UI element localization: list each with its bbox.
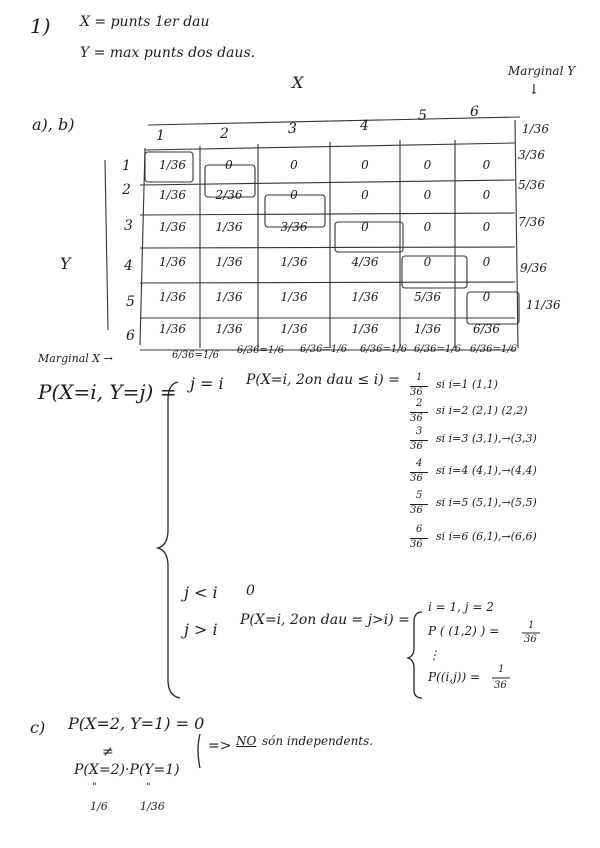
marginal-x-4: 6/36=1/6 (360, 344, 407, 355)
table-cell: 6/36 (473, 322, 500, 336)
table-cell: 1/36 (280, 322, 308, 336)
case1-frac-den: 36 (410, 473, 423, 484)
item-number: 1) (30, 14, 51, 38)
table-cell: 1/36 (159, 290, 186, 304)
case1-frac-den: 36 (410, 413, 423, 424)
case1-condition-text: si i=3 (3,1),→(3,3) (436, 432, 537, 445)
col-header-4: 4 (360, 118, 369, 134)
table-cell: 0 (361, 188, 369, 202)
case3-line3-den: 36 (494, 680, 507, 691)
definition-x: X = punts 1er dau (80, 14, 210, 30)
marginal-x-6: 6/36=1/6 (470, 344, 517, 355)
case1-frac-num: 2 (416, 398, 423, 409)
table-cell: 0 (423, 220, 432, 234)
row-header-2: 2 (122, 182, 131, 198)
row-header-6: 6 (126, 328, 135, 344)
table-cell: 1/36 (215, 322, 243, 336)
table-cell: 0 (482, 290, 491, 304)
table-cell: 0 (482, 188, 491, 202)
col-header-5: 5 (418, 108, 427, 124)
marginal-x-1: 6/36=1/6 (172, 350, 219, 361)
table-cell: 1/36 (215, 290, 243, 304)
case1-frac-num: 1 (416, 372, 423, 383)
row-header-1: 1 (122, 158, 131, 174)
table-cell: 2/36 (215, 188, 243, 202)
table-cell: 1/36 (280, 290, 308, 304)
part-c-neq: ≠ (102, 744, 114, 760)
case2-value: 0 (246, 583, 255, 599)
table-cell: 1/36 (280, 255, 308, 269)
table-cell: 0 (290, 188, 298, 202)
table-cell: 0 (482, 220, 491, 234)
case1-condition-text: si i=6 (6,1),→(6,6) (436, 530, 537, 543)
case1-frac-den: 36 (410, 539, 423, 550)
table-cell: 1/36 (159, 188, 186, 202)
marginal-y-1: 1/36 (522, 122, 549, 136)
table-cell: 5/36 (414, 290, 441, 304)
marginal-x-5: 6/36=1/6 (414, 344, 461, 355)
part-c-label: c) (30, 718, 46, 737)
case1-condition-text: si i=5 (5,1),→(5,5) (436, 496, 537, 509)
col-header-2: 2 (220, 126, 229, 142)
row-header-4: 4 (124, 258, 133, 274)
part-c-equation: P(X=2, Y=1) = 0 (68, 714, 205, 733)
table-cell: 0 (482, 158, 491, 172)
case3-line2-den: 36 (524, 634, 537, 645)
marginal-x-label: Marginal X → (38, 352, 113, 365)
y-axis-label: Y (60, 254, 71, 273)
definition-y: Y = max punts dos daus. (80, 45, 256, 61)
case1-frac-den: 36 (410, 387, 423, 398)
marginal-y-3: 5/36 (518, 178, 545, 192)
table-cell: 1/36 (159, 322, 186, 336)
case3-line3-num: 1 (498, 664, 505, 675)
case2-condition: j < i (184, 583, 218, 602)
joint-prob-lhs: P(X=i, Y=j) = (38, 380, 177, 404)
case1-frac-num: 4 (416, 458, 423, 469)
case1-condition-text: si i=2 (2,1) (2,2) (436, 404, 528, 417)
table-cell: 1/36 (215, 255, 243, 269)
table-cell: 1/36 (159, 255, 186, 269)
row-header-3: 3 (124, 218, 133, 234)
case1-frac-den: 36 (410, 441, 423, 452)
case1-frac-den: 36 (410, 505, 423, 516)
marginal-x-3: 6/36=1/6 (300, 344, 347, 355)
col-header-6: 6 (470, 104, 479, 120)
case3-line2-num: 1 (528, 620, 535, 631)
table-cell: 1/36 (159, 220, 186, 234)
table-cell: 0 (225, 158, 233, 172)
case3-line3: P((i,j)) = (428, 670, 481, 684)
table-cell: 1/36 (351, 290, 379, 304)
marginal-y-4: 7/36 (518, 215, 545, 229)
table-cell: 1/36 (414, 322, 441, 336)
marginal-y-arrow: ↓ (528, 82, 540, 98)
marginal-x-2: 6/36=1/6 (237, 345, 284, 356)
case1-frac-num: 6 (416, 524, 423, 535)
case1-frac-num: 3 (416, 426, 423, 437)
marginal-y-2: 3/36 (518, 148, 545, 162)
case1-condition-text: si i=1 (1,1) (436, 378, 498, 391)
table-cell: 1/36 (351, 322, 379, 336)
table-cell: 0 (361, 158, 369, 172)
implies-arrow: => (208, 738, 232, 754)
table-cell: 0 (423, 188, 432, 202)
table-cell: 0 (423, 158, 432, 172)
case3-line2: P ( (1,2) ) = (428, 624, 500, 638)
section-ab-label: a), b) (32, 115, 75, 134)
row-header-5: 5 (126, 294, 135, 310)
table-cell: 0 (423, 255, 432, 269)
case3-line1: i = 1, j = 2 (428, 600, 494, 614)
table-cell: 1/36 (215, 220, 243, 234)
table-cell: 0 (361, 220, 369, 234)
part-c-quote-1: " (92, 782, 97, 793)
part-c-value-2: 1/36 (140, 800, 165, 813)
table-cell: 0 (290, 158, 298, 172)
table-cell: 4/36 (351, 255, 379, 269)
case1-expression: P(X=i, 2on dau ≤ i) = (246, 372, 400, 388)
conclusion-no: NO (236, 734, 257, 748)
col-header-3: 3 (288, 121, 297, 137)
case1-frac-num: 5 (416, 490, 423, 501)
part-c-product: P(X=2)·P(Y=1) (74, 762, 180, 778)
case1-condition: j = i (190, 374, 224, 393)
case1-condition-text: si i=4 (4,1),→(4,4) (436, 464, 537, 477)
case3-dots: ⋮ (428, 648, 440, 662)
marginal-y-5: 9/36 (520, 261, 547, 275)
table-cell: 1/36 (159, 158, 186, 172)
part-c-quote-2: " (146, 782, 151, 793)
table-cell: 3/36 (280, 220, 308, 234)
case3-condition: j > i (184, 620, 218, 639)
marginal-y-6: 11/36 (526, 298, 561, 312)
conclusion-text: són independents. (262, 734, 374, 748)
case3-expression: P(X=i, 2on dau = j>i) = (240, 612, 410, 628)
x-axis-label: X (292, 73, 304, 92)
table-cell: 0 (482, 255, 491, 269)
part-c-value-1: 1/6 (90, 800, 108, 813)
col-header-1: 1 (156, 128, 165, 144)
marginal-y-title: Marginal Y (508, 64, 576, 78)
